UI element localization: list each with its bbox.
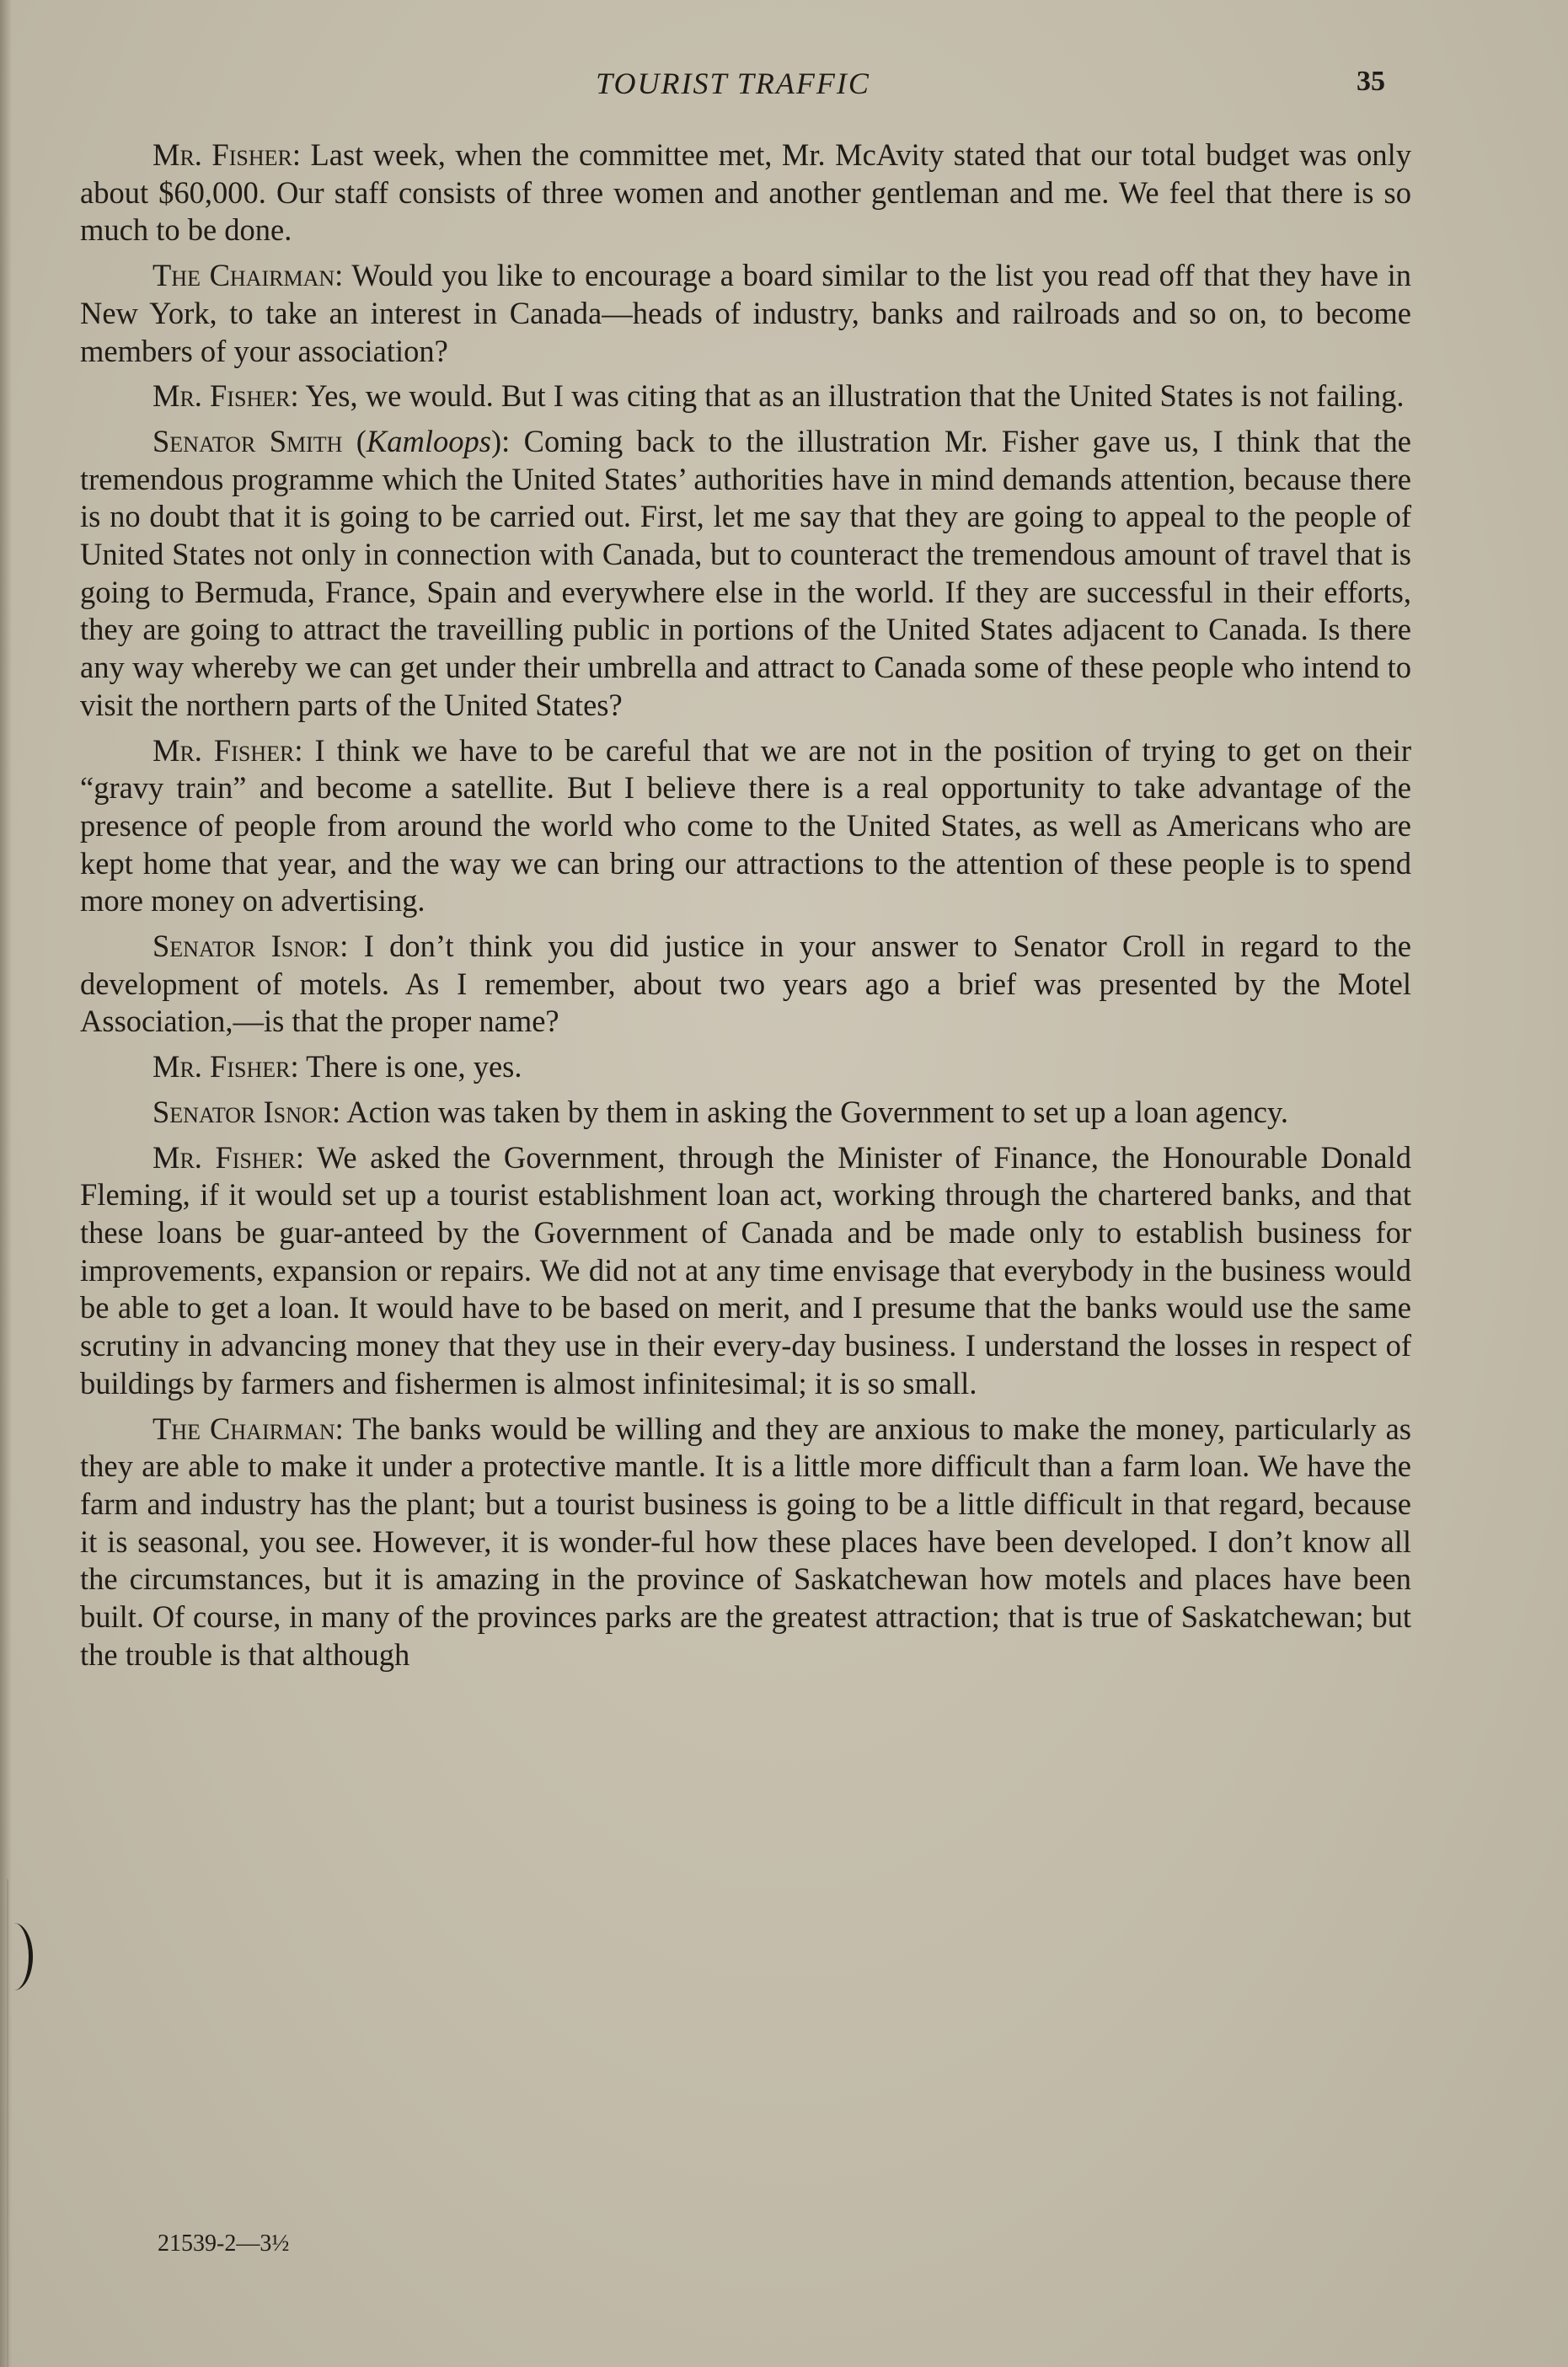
transcript-paragraph — [80, 1139, 1411, 1403]
speaker-name: Senator Isnor: — [153, 929, 349, 964]
transcript-paragraph — [80, 1094, 1411, 1132]
speaker-name: Mr. Fisher: — [153, 1139, 305, 1175]
speaker-name: The Chairman: — [153, 258, 344, 293]
speech-text: There is one, yes. — [306, 1049, 522, 1084]
transcript-paragraph — [80, 1411, 1411, 1674]
speech-text: I don’t think you did justice in your answer to Senator Croll in regard to the development of motels. As I remember, about two years ago a brief was presented by the Motel Association,—is that the proper name? — [80, 929, 1411, 1039]
speech-text: Action was taken by them in asking the Government to set up a loan agency. — [346, 1094, 1288, 1129]
speaker-name: Senator Isnor: — [153, 1094, 341, 1129]
transcript-paragraph — [80, 257, 1411, 370]
page-number: 35 — [1357, 66, 1385, 97]
transcript-paragraph — [80, 378, 1411, 415]
speaker-name: Mr. Fisher: — [153, 378, 299, 414]
speaker-constituency: (Kamloops): — [356, 423, 511, 458]
speaker-name: Mr. Fisher: — [153, 1049, 299, 1084]
speech-text: I think we have to be careful that we are not in the position of trying to get on their “gravy train” and become a satellite. But I believe there is a real opportunity to take advantage of the presence of people from around the world who come to the United States, as well as Americans who are kept home that year, and the way we can bring our attractions to the attention of these people is to spend more money on advertising. — [80, 732, 1411, 918]
speaker-name: The Chairman: — [153, 1411, 344, 1446]
transcript-body — [80, 137, 1411, 1681]
transcript-paragraph — [80, 732, 1411, 921]
speech-text: We asked the Government, through the Minister of Finance, the Honourable Donald Fleming, if it would set up a tourist establishment loan act, working through the chartered banks, and that these loans be guar-anteed by the Government of Canada and be made only to establish business for improvements, expansion or repairs. We did not at any time envisage that everybody in the business would be able to get a loan. It would have to be based on merit, and I presume that the banks would use the same scrutiny in advancing money that they use in their every-day business. I understand the losses in respect of buildings by farmers and fishermen is almost infinitesimal; it is so small. — [80, 1139, 1411, 1400]
speech-text: Would you like to encourage a board similar to the list you read off that they have in New York, to take an interest in Canada—heads of industry, banks and railroads and so on, to become members of your association? — [80, 258, 1412, 368]
speech-text: Last week, when the committee met, Mr. McAvity stated that our total budget was only about $60,000. Our staff consists of three women and another gentleman and me. We feel that there is so much to be done. — [80, 137, 1412, 248]
speaker-name: Senator Smith — [153, 423, 343, 458]
transcript-paragraph — [80, 928, 1411, 1041]
speech-text: Coming back to the illustration Mr. Fisher gave us, I think that the tremendous programme which the United States’ authorities have in mind demands attention, because there is no doubt that it is going to be carried out. First, let me say that they are going to appeal to the people of United States not only in connection with Canada, but to counteract the tremendous amount of travel that is going to Bermuda, France, Spain and everywhere else in the world. If they are successful in their efforts, they are going to attract the traveilling public in portions of the United States adjacent to Canada. Is there any way whereby we can get under their umbrella and attract to Canada some of these people who intend to visit the northern parts of the United States? — [80, 423, 1412, 722]
transcript-paragraph — [80, 137, 1411, 249]
speaker-name: Mr. Fisher: — [153, 732, 303, 768]
margin-bracket-mark — [0, 1923, 33, 1990]
running-header — [0, 66, 1568, 108]
transcript-paragraph — [80, 423, 1411, 725]
speech-text: The banks would be willing and they are anxious to make the money, particularly as they are able to make it under a protective mantle. It is a little more difficult than a farm loan. We have the farm and industry has the plant; but a tourist business is going to be a little difficult in that regard, because it is seasonal, you see. However, it is wonder-ful how these places have been developed. I don’t know all the circumstances, but it is amazing in the province of Saskatchewan how motels and places have been built. Of course, in many of the provinces parks are the greatest attraction; that is true of Saskatchewan; but the trouble is that although — [80, 1411, 1412, 1672]
printer-signature-code: 21539-2—3½ — [158, 2230, 290, 2257]
transcript-paragraph — [80, 1048, 1411, 1086]
running-title: TOURIST TRAFFIC — [596, 67, 870, 100]
constituency-name: Kamloops — [366, 423, 491, 458]
speaker-name: Mr. Fisher: — [153, 137, 301, 172]
speech-text: Yes, we would. But I was citing that as an illustration that the United States is not failing. — [305, 378, 1405, 414]
page-gutter-shadow — [0, 0, 12, 2367]
